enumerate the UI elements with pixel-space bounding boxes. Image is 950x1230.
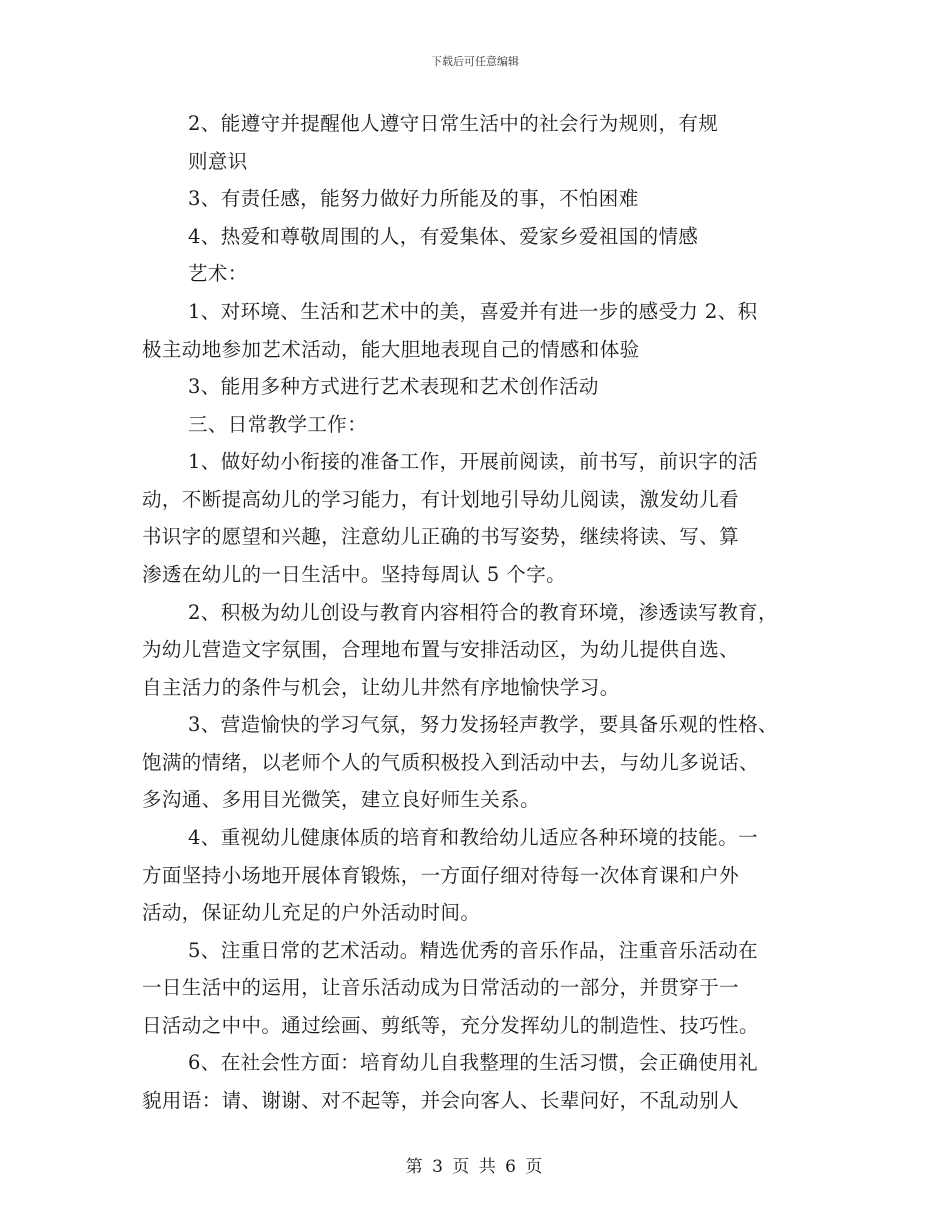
text-line: 1、对环境、生活和艺术中的美，喜爱并有进一步的感受力 2、积: [188, 300, 758, 323]
text-line: 自主活力的条件与机会，让幼儿井然有序地愉快学习。: [142, 676, 620, 699]
section-heading-teaching: 三、日常教学工作：: [188, 413, 368, 436]
text-line: 为幼儿营造文字氛围，合理地布置与安排活动区，为幼儿提供自选、: [142, 638, 740, 661]
text-line: 动，不断提高幼儿的学习能力，有计划地引导幼儿阅读，激发幼儿看: [142, 488, 740, 511]
text-line: 5、注重日常的艺术活动。精选优秀的音乐作品，注重音乐活动在: [188, 939, 759, 962]
text-line: 4、热爱和尊敬周围的人，有爱集体、爱家乡爱祖国的情感: [188, 225, 699, 248]
text-line: 4、重视幼儿健康体质的培育和教给幼儿适应各种环境的技能。一: [188, 826, 759, 849]
text-line: 1、做好幼小衔接的准备工作，开展前阅读，前书写，前识字的活: [188, 450, 759, 473]
text-line: 3、有责任感，能努力做好力所能及的事，不怕困难: [188, 187, 639, 210]
text-line: 2、积极为幼儿创设与教育内容相符合的教育环境，渗透读写教育，: [188, 601, 778, 624]
page-number-footer: 第 3 页 共 6 页: [405, 1157, 545, 1177]
text-line: 饱满的情绪，以老师个人的气质积极投入到活动中去，与幼儿多说话、: [142, 751, 759, 774]
text-line: 3、能用多种方式进行艺术表现和艺术创作活动: [188, 375, 599, 398]
text-line: 书识字的愿望和兴趣，注意幼儿正确的书写姿势，继续将读、写、算: [142, 525, 740, 548]
text-line: 多沟通、多用目光微笑，建立良好师生关系。: [142, 788, 541, 811]
page-header: 下载后可任意编辑: [431, 55, 519, 68]
text-line: 则意识: [188, 150, 248, 173]
text-line: 方面坚持小场地开展体育锻炼，一方面仔细对待每一次体育课和户外: [142, 864, 740, 887]
text-line: 6、在社会性方面：培育幼儿自我整理的生活习惯，会正确使用礼: [188, 1051, 759, 1074]
text-line: 貌用语：请、谢谢、对不起等，并会向客人、长辈问好，不乱动别人: [142, 1089, 740, 1112]
text-line: 2、能遵守并提醒他人遵守日常生活中的社会行为规则，有规: [188, 112, 719, 135]
text-line: 渗透在幼儿的一日生活中。坚持每周认 5 个字。: [142, 563, 567, 586]
text-line: 3、营造愉快的学习气氛，努力发扬轻声教学，要具备乐观的性格、: [188, 713, 778, 736]
text-line: 极主动地参加艺术活动，能大胆地表现自己的情感和体验: [142, 338, 640, 361]
text-line: 一日生活中的运用，让音乐活动成为日常活动的一部分，并贯穿于一: [142, 976, 740, 999]
section-heading-art: 艺术：: [188, 262, 248, 285]
text-line: 活动，保证幼儿充足的户外活动时间。: [142, 901, 481, 924]
text-line: 日活动之中中。通过绘画、剪纸等，充分发挥幼儿的制造性、技巧性。: [142, 1014, 759, 1037]
